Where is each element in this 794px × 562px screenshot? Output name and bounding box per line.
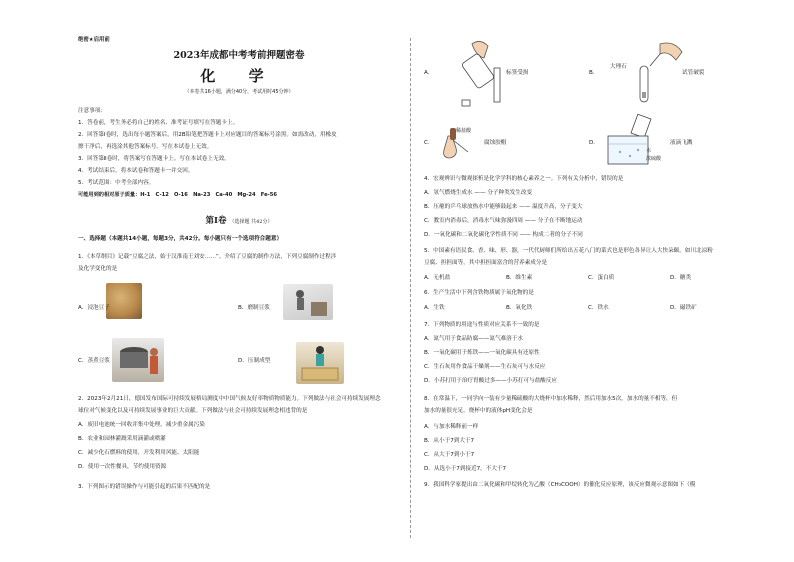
q2-stem-line: 球位对气候变化以及可持续发展事业的巨大贡献。下列做法与社会可持续发展理念相违背的是 <box>78 408 308 414</box>
q1-stem-line: 及化学变化的是 <box>78 266 118 272</box>
q9-stem: 9．我国科学家提出由二氧化碳和甲烷转化为乙酸（CH₃COOH）的催化反应原理，该反应微观示意图如下（模 <box>424 482 696 488</box>
q1-option: D．压制成型 <box>238 358 271 364</box>
q5-option: B．维生素 <box>506 275 533 281</box>
soybean-photo <box>106 283 142 319</box>
q1-option-label: 磨制豆浆 <box>247 305 270 311</box>
exam-title: 2023年成都中考考前押题密卷 <box>173 50 305 61</box>
q3-fig-label-water: 水 <box>646 148 652 154</box>
q2-option: D．使用一次性餐具，节约使用资源 <box>78 464 167 470</box>
q4-stem: 4．宏观辨识与微观探析是化学学科的核心素养之一。下列有关分析中，错误的是 <box>424 176 624 182</box>
q2-stem-line: 2．2023年2月21日，德国发布国际可持续发展格局测度中中国气候友好率物质物质能力。下列做法与社会可持续发展理念 <box>78 396 381 402</box>
boiling-photo <box>112 338 164 382</box>
q7-option: A．氮气用于食品防腐——氮气难溶于水 <box>424 336 523 342</box>
q3-fig-label-top: 稀盐酸 <box>456 128 472 134</box>
note-item: 擦干净后，再选涂其他答案标号。写在本试卷上无效。 <box>78 144 213 150</box>
q1-option: C．蒸煮豆浆 <box>78 358 110 364</box>
q6-stem: 6．生产生活中下列含铁物质属于氧化物的是 <box>424 290 534 296</box>
q7-option: D．小苏打用于治疗胃酸过多——小苏打可与盐酸反应 <box>424 378 557 384</box>
note-item: 2．回答第Ⅰ卷时，选出每小题答案后，用2B铅笔把答题卡上对应题目的答案标号涂黑。如需改动，用橡皮 <box>78 132 337 138</box>
q7-option: C．生石灰用作食品干燥剂——生石灰可与水反应 <box>424 364 546 370</box>
q3-fig-label-acid: 浓硫酸 <box>646 156 662 162</box>
q3-fig-label: 试管破裂 <box>682 70 705 76</box>
atomic-mass-line: 可能用到的相对原子质量：H-1 C-12 O-16 Na-23 Ca-40 Mg-24 Fe-56 <box>78 192 278 198</box>
grinding-photo <box>283 284 333 320</box>
note-item: 1．答卷前，考生务必将自己的姓名、准考证号填写在答题卡上。 <box>78 120 239 126</box>
q4-option: C．教室内消毒后，消毒水气味弥漫四周 —— 分子在不断地运动 <box>424 218 583 224</box>
q1-option-label: 蒸煮豆浆 <box>87 358 110 364</box>
q1-option-label: 浸泡豆子 <box>87 305 110 311</box>
q3-stem: 3．下列图示的错误操作与可能引起的后果不匹配的是 <box>78 484 211 490</box>
note-item: 4．考试结束后，将本试卷和答题卡一并交回。 <box>78 168 194 174</box>
section-title-text: 第Ⅰ卷 <box>205 216 227 226</box>
q5-stem-line: 豆腐、担担面等，其中担担面富含的营养素成分是 <box>424 260 548 266</box>
q4-option: B．压瘪的乒乓球放热水中能够鼓起来 —— 温度升高，分子变大 <box>424 204 583 210</box>
q3-fig-letter: C. <box>424 140 430 146</box>
q5-option: C．蛋白质 <box>588 275 615 281</box>
q6-option: A．生铁 <box>424 305 445 311</box>
q8-option: C．从大于7到小于7 <box>424 452 475 458</box>
column-divider <box>410 38 411 538</box>
q1-option: A．浸泡豆子 <box>78 305 110 311</box>
q4-option: D．一氧化碳和二氧化碳化学性质不同 —— 构成二者的分子不同 <box>424 232 583 238</box>
subject-title: 化 学 <box>200 67 278 85</box>
notes-title: 注意事项： <box>78 108 106 114</box>
q3-fig-label: 腐蚀胶帽 <box>484 140 507 146</box>
q2-option: C．减少化石燃料的使用，开发利用风能、太阳能 <box>78 450 200 456</box>
q1-option-label: 压制成型 <box>247 358 271 364</box>
q2-option: A．废旧电池统一回收并集中处理，减少重金属污染 <box>78 422 205 428</box>
q8-option: A．与加水稀释前一样 <box>424 424 479 430</box>
q8-option: D．从选小于7到接近7，不大于7 <box>424 466 507 472</box>
q2-option: B．农业和园林灌溉采用滴灌或喷灌 <box>78 436 166 442</box>
note-item: 3．回答第Ⅱ卷时，将答案写在答题卡上。写在本试卷上无效。 <box>78 156 230 162</box>
q3-fig-letter: A. <box>424 70 430 76</box>
q6-option: C．铁水 <box>588 305 609 311</box>
secret-label: 绝密★启用前 <box>78 37 110 43</box>
q3-fig-letter: B. <box>589 70 595 76</box>
section-title-note: （选择题 共42分） <box>229 219 273 225</box>
left-column <box>78 0 400 562</box>
q1-stem-line: 1．《本草纲目》记载“豆腐之法，始于汉淮南王刘安……”。介绍了豆腐的制作方法，下列豆腐制作过程涉 <box>78 254 337 260</box>
dropper-figure <box>438 122 474 162</box>
q3-fig-label: 标签受损 <box>506 70 529 76</box>
q8-stem-line: 加水的量很充足。烧杯中的液体pH变化会是 <box>424 408 533 414</box>
section-instruction: 一、选择题（本题共14小题，每题3分，共42分。每小题只有一个选项符合题意） <box>78 236 283 242</box>
q5-option: A．无机盐 <box>424 275 451 281</box>
q4-option: A．氢气燃烧生成水 —— 分子种类发生改变 <box>424 190 533 196</box>
right-column <box>424 0 752 562</box>
q8-stem-line: 8．在常温下，一同学向一装有少量稀硫酸的大烧杯中加水稀释，然后用加水5次。加水的量不相等，但 <box>424 396 678 402</box>
section-title <box>78 216 400 227</box>
q7-stem: 7．下列物质的用途与性质对应关系不一致的是 <box>424 322 540 328</box>
q6-option: B．氧化铁 <box>506 305 533 311</box>
q3-fig-label-top: 大理石 <box>610 64 627 70</box>
note-item: 5．考试范围：中考全部内容。 <box>78 180 155 186</box>
q5-stem-line: 5．中国素有语民食、香、味、形、器，一代代厨师们所给出五花八门的菜式也是形色各异让人大快朵颐。如川北凉粉 <box>424 248 713 254</box>
pouring-liquid-figure <box>454 38 514 108</box>
q3-fig-label: 液滴飞溅 <box>670 140 693 146</box>
q7-option: B．一氧化碳用于炼铁——一氧化碳具有还原性 <box>424 350 540 356</box>
q3-fig-letter: D. <box>589 140 596 146</box>
q1-option: B．磨制豆浆 <box>238 305 270 311</box>
exam-subtitle: （本卷共16小题，满分40分，考试用时45分钟） <box>184 89 294 95</box>
pressing-photo <box>296 342 344 384</box>
q8-option: B．从小于7到大于7 <box>424 438 475 444</box>
q6-option: D．磁铁矿 <box>670 305 697 311</box>
q5-option: D．糖类 <box>670 275 692 281</box>
